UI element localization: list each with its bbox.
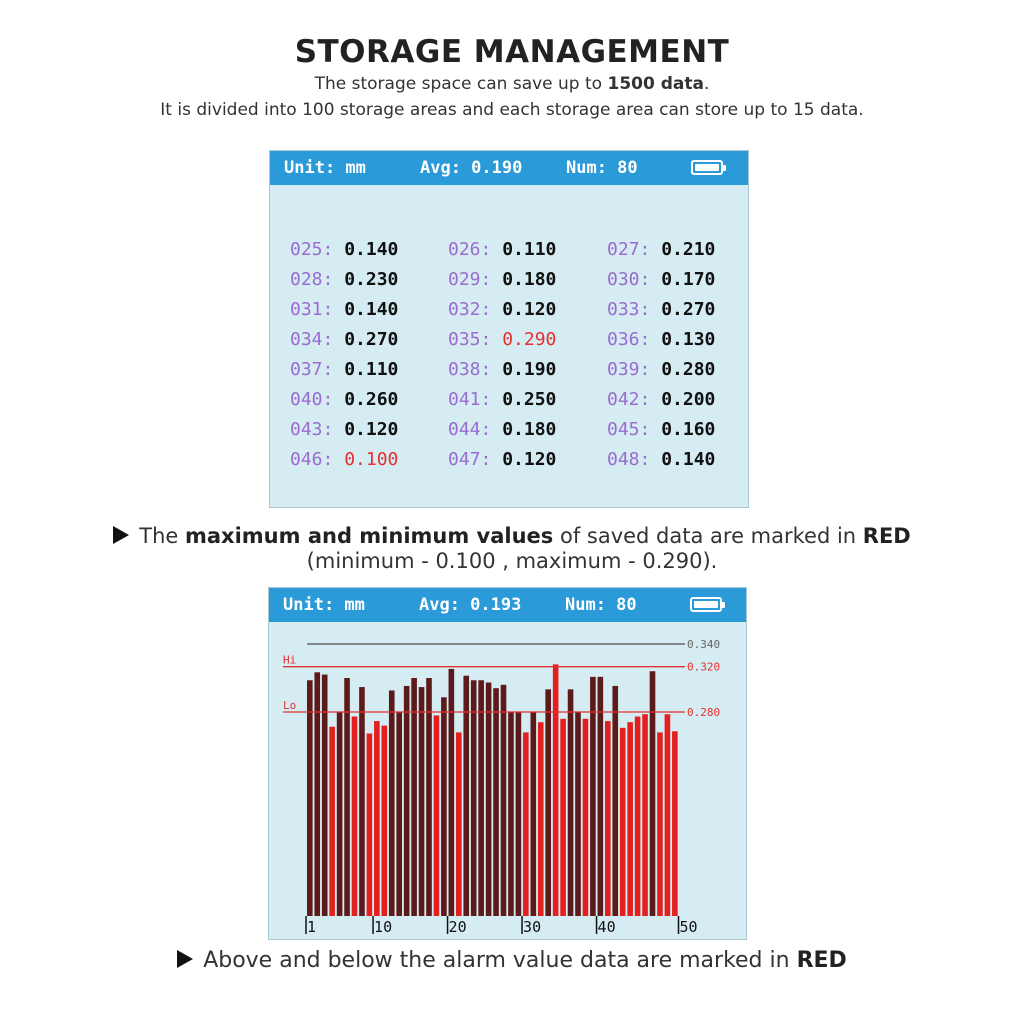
reference-name-label: Lo xyxy=(283,699,297,712)
record-index: 026: xyxy=(448,239,492,260)
record-index: 048: xyxy=(607,449,651,470)
chart-bar xyxy=(314,672,320,916)
battery-full-icon xyxy=(690,597,722,612)
play-arrow-icon xyxy=(113,526,129,544)
record-index: 030: xyxy=(607,269,651,290)
storage-record xyxy=(607,449,715,470)
chart-bar xyxy=(478,680,484,916)
storage-record xyxy=(448,299,556,320)
chart-bar xyxy=(456,732,462,916)
chart-bar xyxy=(389,690,395,916)
storage-record xyxy=(290,359,398,380)
storage-record xyxy=(607,299,715,320)
reference-value-label: 0.320 xyxy=(687,660,721,674)
chart-bar xyxy=(665,714,671,916)
alarm-note xyxy=(0,948,1024,973)
record-index: 046: xyxy=(290,449,334,470)
storage-record xyxy=(607,239,715,260)
record-index: 028: xyxy=(290,269,334,290)
storage-capacity-line xyxy=(0,74,1024,94)
record-value: 0.270 xyxy=(661,299,716,320)
chart-bar xyxy=(337,712,343,916)
chart-bar xyxy=(501,685,507,916)
count-label: Num: 80 xyxy=(566,158,638,178)
x-tick-label: 30 xyxy=(523,918,542,936)
storage-record xyxy=(290,239,398,260)
record-value: 0.190 xyxy=(502,359,557,380)
record-index: 027: xyxy=(607,239,651,260)
chart-bar xyxy=(620,728,626,916)
storage-record xyxy=(290,329,398,350)
record-index: 040: xyxy=(290,389,334,410)
play-arrow-icon xyxy=(177,950,193,968)
unit-label: Unit: mm xyxy=(284,158,366,178)
record-value: 0.290 xyxy=(502,329,557,350)
average-label: Avg: 0.193 xyxy=(419,595,522,615)
minmax-values-note: (minimum - 0.100 , maximum - 0.290). xyxy=(306,549,718,573)
chart-bar xyxy=(560,719,566,916)
storage-record xyxy=(290,449,398,470)
record-index: 031: xyxy=(290,299,334,320)
record-index: 035: xyxy=(448,329,492,350)
chart-bar xyxy=(568,689,574,916)
average-label: Avg: 0.190 xyxy=(420,158,523,178)
x-tick-label: 10 xyxy=(374,918,393,936)
chart-screen xyxy=(268,587,747,940)
record-value: 0.120 xyxy=(502,449,557,470)
chart-bar xyxy=(635,717,641,916)
record-value: 0.180 xyxy=(502,269,557,290)
chart-bar xyxy=(322,675,328,916)
chart-bar xyxy=(642,714,648,916)
chart-bar xyxy=(359,687,365,916)
reference-value-label: 0.280 xyxy=(687,706,721,719)
record-value: 0.230 xyxy=(344,269,399,290)
chart-bar xyxy=(411,678,417,916)
record-value: 0.270 xyxy=(344,329,399,350)
chart-bar xyxy=(523,732,529,916)
page-title: STORAGE MANAGEMENT xyxy=(294,34,730,70)
chart-bar xyxy=(612,686,618,916)
chart-bar xyxy=(404,686,410,916)
chart-bar xyxy=(493,688,499,916)
chart-bar xyxy=(367,734,373,916)
chart-bar xyxy=(605,721,611,916)
chart-bar xyxy=(672,731,678,916)
storage-record xyxy=(448,449,556,470)
storage-record xyxy=(607,329,715,350)
chart-bar xyxy=(575,712,581,916)
chart-bar xyxy=(434,715,440,916)
record-index: 045: xyxy=(607,419,651,440)
record-value: 0.140 xyxy=(344,239,399,260)
chart-bar xyxy=(657,732,663,916)
record-index: 043: xyxy=(290,419,334,440)
record-index: 037: xyxy=(290,359,334,380)
record-value: 0.210 xyxy=(661,239,716,260)
note-bold: RED xyxy=(796,948,847,973)
record-index: 025: xyxy=(290,239,334,260)
storage-record xyxy=(448,359,556,380)
storage-record xyxy=(607,269,715,290)
chart-bar xyxy=(538,722,544,916)
record-value: 0.140 xyxy=(661,449,716,470)
chart-bar xyxy=(590,677,596,916)
capacity-suffix: . xyxy=(703,74,710,94)
record-value: 0.260 xyxy=(344,389,399,410)
chart-bar xyxy=(486,683,492,916)
chart-bar xyxy=(344,678,350,916)
bar-chart xyxy=(269,622,746,939)
note-text: The xyxy=(139,524,185,548)
chart-bar xyxy=(382,726,388,916)
storage-record xyxy=(448,239,556,260)
chart-bar xyxy=(396,712,402,916)
record-index: 044: xyxy=(448,419,492,440)
record-value: 0.110 xyxy=(502,239,557,260)
capacity-bold: 1500 data xyxy=(607,74,704,94)
storage-record xyxy=(448,329,556,350)
count-label: Num: 80 xyxy=(565,595,637,615)
x-tick-label: 20 xyxy=(448,918,467,936)
capacity-text: The storage space can save up to xyxy=(314,74,608,94)
record-value: 0.100 xyxy=(344,449,399,470)
chart-bar xyxy=(650,671,656,916)
note-text: of saved data are marked in xyxy=(553,524,863,548)
chart-bar xyxy=(531,712,537,916)
note-bold: RED xyxy=(862,524,911,548)
record-value: 0.280 xyxy=(661,359,716,380)
x-tick-label: 1 xyxy=(307,918,317,936)
storage-areas-line: It is divided into 100 storage areas and each storage area can store up to 15 data. xyxy=(160,100,864,120)
storage-record xyxy=(290,419,398,440)
chart-bar xyxy=(441,697,447,916)
battery-full-icon xyxy=(691,160,723,175)
reference-value-label: 0.340 xyxy=(687,638,721,651)
minmax-note xyxy=(0,524,1024,548)
record-index: 041: xyxy=(448,389,492,410)
record-index: 042: xyxy=(607,389,651,410)
chart-bar xyxy=(553,664,559,916)
chart-bar xyxy=(583,719,589,916)
chart-bar xyxy=(419,687,425,916)
unit-label: Unit: mm xyxy=(283,595,365,615)
record-value: 0.250 xyxy=(502,389,557,410)
record-value: 0.180 xyxy=(502,419,557,440)
reference-name-label: Hi xyxy=(283,653,297,667)
storage-record xyxy=(448,419,556,440)
record-index: 047: xyxy=(448,449,492,470)
chart-bar xyxy=(508,712,514,916)
record-index: 029: xyxy=(448,269,492,290)
note-text: Above and below the alarm value data are marked in xyxy=(203,948,797,973)
record-value: 0.200 xyxy=(661,389,716,410)
record-value: 0.120 xyxy=(344,419,399,440)
chart-bar xyxy=(598,677,604,916)
storage-list-screen xyxy=(269,150,749,508)
chart-bar xyxy=(352,717,358,916)
x-tick-label: 40 xyxy=(597,918,616,936)
storage-record xyxy=(607,389,715,410)
record-index: 039: xyxy=(607,359,651,380)
record-value: 0.140 xyxy=(344,299,399,320)
chart-bar xyxy=(426,678,432,916)
record-value: 0.170 xyxy=(661,269,716,290)
storage-record xyxy=(448,389,556,410)
record-index: 036: xyxy=(607,329,651,350)
storage-record xyxy=(607,359,715,380)
record-index: 038: xyxy=(448,359,492,380)
chart-bar xyxy=(545,689,551,916)
record-index: 034: xyxy=(290,329,334,350)
status-bar xyxy=(269,588,746,622)
storage-record xyxy=(290,299,398,320)
chart-bar xyxy=(516,712,522,916)
record-value: 0.120 xyxy=(502,299,557,320)
record-index: 033: xyxy=(607,299,651,320)
chart-bar xyxy=(329,727,335,916)
x-tick-label: 50 xyxy=(679,918,698,936)
record-index: 032: xyxy=(448,299,492,320)
status-bar xyxy=(270,151,748,185)
note-bold: maximum and minimum values xyxy=(185,524,554,548)
chart-bar xyxy=(307,680,313,916)
record-value: 0.160 xyxy=(661,419,716,440)
record-value: 0.130 xyxy=(661,329,716,350)
record-value: 0.110 xyxy=(344,359,399,380)
chart-bar xyxy=(627,722,633,916)
storage-record xyxy=(607,419,715,440)
chart-bar xyxy=(449,669,455,916)
storage-record xyxy=(290,269,398,290)
chart-bar xyxy=(374,721,380,916)
chart-bar xyxy=(471,680,477,916)
storage-record xyxy=(290,389,398,410)
storage-record xyxy=(448,269,556,290)
